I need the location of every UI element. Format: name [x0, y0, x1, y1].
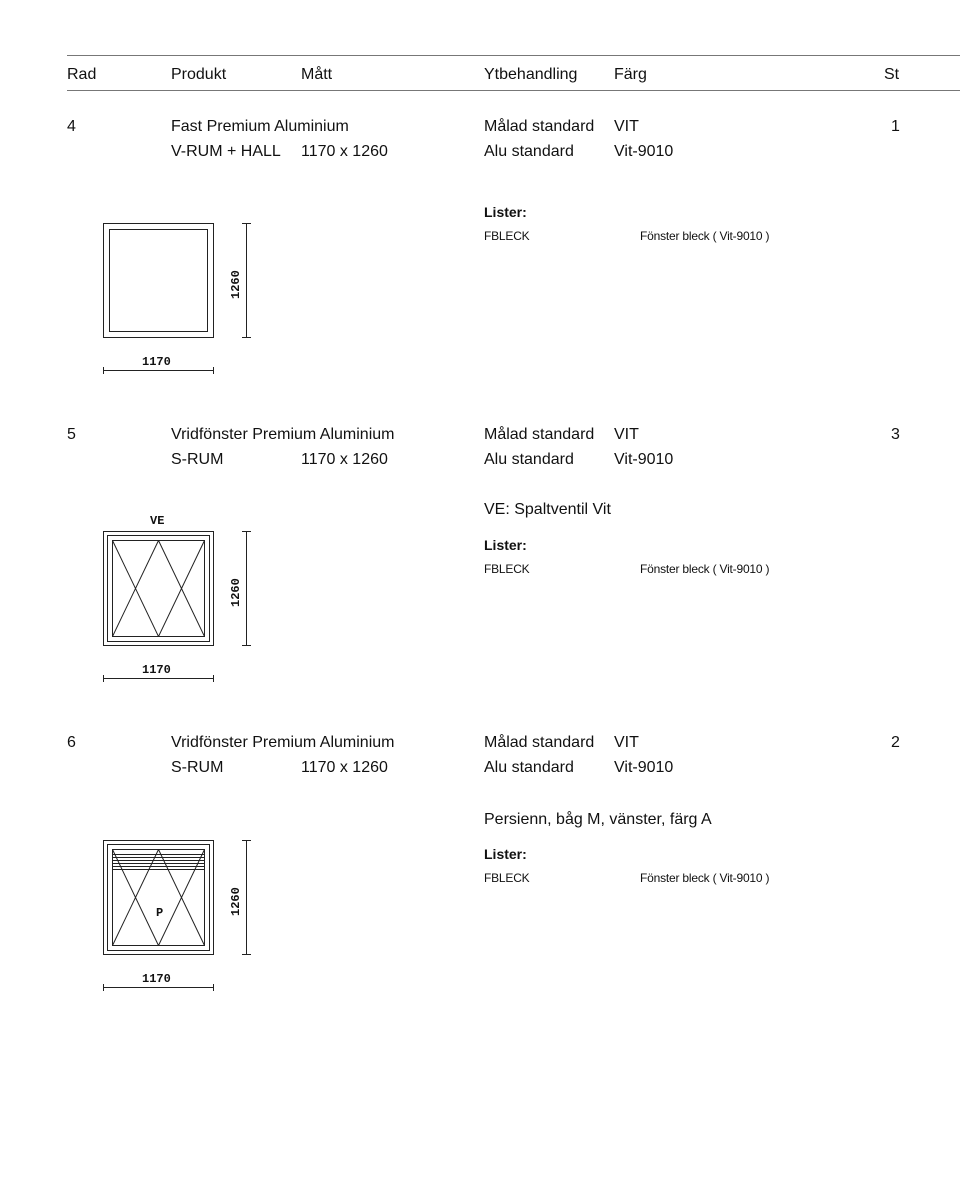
finish-primary: Målad standard: [484, 118, 595, 135]
width-dimension: 1170: [142, 663, 171, 677]
room-name: S-RUM: [171, 451, 224, 468]
size-value: 1170 x 1260: [301, 451, 388, 468]
option-note: Persienn, båg M, vänster, färg A: [484, 811, 712, 828]
lister-code: FBLECK: [484, 229, 530, 243]
height-dimension: 1260: [229, 887, 243, 916]
color-secondary: Vit-9010: [614, 143, 674, 160]
row-number: 4: [67, 118, 76, 135]
quantity: 1: [891, 118, 900, 135]
col-header-produkt: Produkt: [171, 66, 227, 83]
lister-code: FBLECK: [484, 562, 530, 576]
col-header-farg: Färg: [614, 66, 647, 83]
color-secondary: Vit-9010: [614, 759, 674, 776]
col-header-st: St: [884, 66, 900, 83]
lister-code: FBLECK: [484, 871, 530, 885]
col-header-rad: Rad: [67, 66, 97, 83]
table-row: [0, 616, 960, 986]
size-value: 1170 x 1260: [301, 143, 388, 160]
row-number: 6: [67, 734, 76, 751]
finish-primary: Målad standard: [484, 426, 595, 443]
color-secondary: Vit-9010: [614, 451, 674, 468]
quantity: 3: [891, 426, 900, 443]
option-note: VE: Spaltventil Vit: [484, 501, 611, 518]
lister-label: Lister:: [484, 537, 527, 553]
col-header-ytbehandling: Ytbehandling: [484, 66, 578, 83]
lister-label: Lister:: [484, 846, 527, 862]
color-primary: VIT: [614, 426, 639, 443]
row-number: 5: [67, 426, 76, 443]
height-dimension: 1260: [229, 578, 243, 607]
table-row: [0, 308, 960, 677]
lister-description: Fönster bleck ( Vit-9010 ): [640, 229, 770, 243]
color-primary: VIT: [614, 118, 639, 135]
finish-secondary: Alu standard: [484, 451, 574, 468]
finish-secondary: Alu standard: [484, 759, 574, 776]
room-name: S-RUM: [171, 759, 224, 776]
vent-mark: VE: [150, 514, 165, 528]
lister-label: Lister:: [484, 204, 527, 220]
blind-mark: P: [156, 906, 164, 920]
finish-secondary: Alu standard: [484, 143, 574, 160]
product-name: Fast Premium Aluminium: [171, 118, 349, 135]
quantity: 2: [891, 734, 900, 751]
width-dimension: 1170: [142, 972, 171, 986]
finish-primary: Målad standard: [484, 734, 595, 751]
col-header-matt: Mått: [301, 66, 333, 83]
product-name: Vridfönster Premium Aluminium: [171, 426, 395, 443]
size-value: 1170 x 1260: [301, 759, 388, 776]
color-primary: VIT: [614, 734, 639, 751]
lister-description: Fönster bleck ( Vit-9010 ): [640, 562, 770, 576]
window-drawing-blind: [95, 832, 265, 1012]
height-dimension: 1260: [229, 270, 243, 299]
width-dimension: 1170: [142, 355, 171, 369]
product-name: Vridfönster Premium Aluminium: [171, 734, 395, 751]
lister-description: Fönster bleck ( Vit-9010 ): [640, 871, 770, 885]
room-name: V-RUM + HALL: [171, 143, 281, 160]
table-row: [0, 0, 960, 369]
